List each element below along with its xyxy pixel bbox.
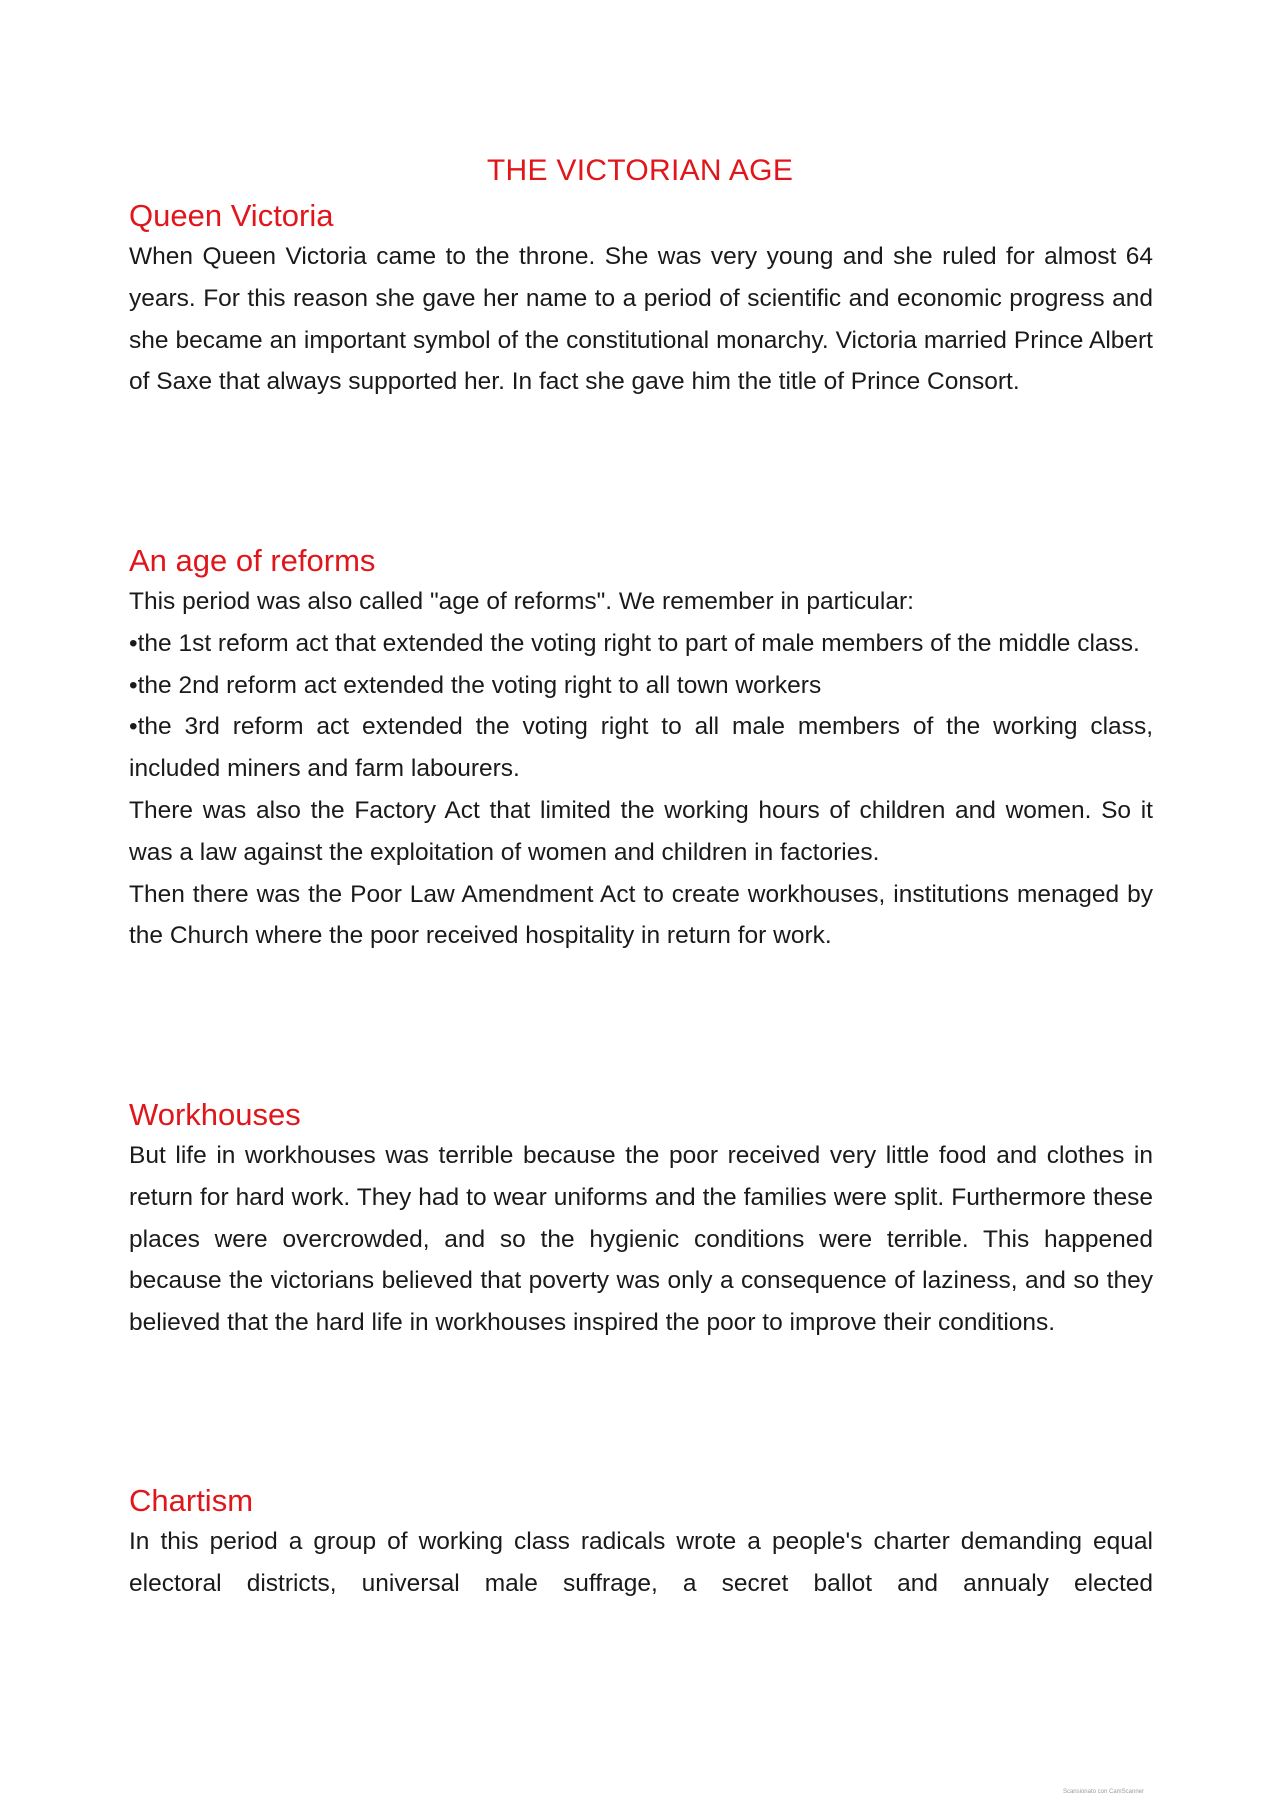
section-heading: Queen Victoria bbox=[129, 198, 334, 233]
section-body bbox=[129, 1521, 1153, 1605]
section-heading: Chartism bbox=[129, 1483, 254, 1518]
section-chartism bbox=[129, 1481, 1153, 1605]
scanner-watermark: Scansionato con CamScanner bbox=[1062, 1789, 1144, 1795]
paragraph: This period was also called "age of reforms". We remember in particular: bbox=[129, 588, 914, 615]
bullet-item: •the 1st reform act that extended the voting right to part of male members of the middle class. bbox=[129, 629, 1140, 657]
paragraph: Then there was the Poor Law Amendment Act to create workhouses, institutions menaged by the Church where the poor received hospitality in return for work. bbox=[129, 880, 1153, 950]
section-queen-victoria bbox=[129, 196, 1153, 403]
document-title: THE VICTORIAN AGE bbox=[486, 154, 794, 187]
bullet-item: •the 3rd reform act extended the voting right to all male members of the working class, included miners and farm labourers. bbox=[129, 713, 1153, 783]
bullet-item: •the 2nd reform act extended the voting right to all town workers bbox=[129, 671, 822, 699]
paragraph: There was also the Factory Act that limited the working hours of children and women. So it was a law against the exploitation of women and children in factories. bbox=[129, 796, 1153, 866]
section-heading: Workhouses bbox=[129, 1097, 301, 1132]
section-body bbox=[129, 581, 1153, 957]
section-body bbox=[129, 1135, 1153, 1344]
paragraph: In this period a group of working class radicals wrote a people's charter demanding equal electoral districts, universal male suffrage, a secret ballot and annualy elected bbox=[129, 1528, 1153, 1597]
section-body bbox=[129, 236, 1153, 403]
section-age-of-reforms bbox=[129, 541, 1153, 957]
paragraph: When Queen Victoria came to the throne. She was very young and she ruled for almost 64 years. For this reason she gave her name to a period of scientific and economic progress and she became an important symbol of the constitutional monarchy. Victoria married Prince Albert of Saxe that always supported her. In fact she gave him the title of Prince Consort. bbox=[129, 243, 1153, 396]
paragraph: But life in workhouses was terrible because the poor received very little food and clothes in return for hard work. They had to wear uniforms and the families were split. Furthermore these places were overcrowded, and so the hygienic conditions were terrible. This happened because the victorians believed that poverty was only a consequence of laziness, and so they believed that the hard life in workhouses inspired the poor to improve their conditions. bbox=[129, 1142, 1153, 1337]
section-heading: An age of reforms bbox=[129, 543, 376, 578]
section-workhouses bbox=[129, 1095, 1153, 1344]
